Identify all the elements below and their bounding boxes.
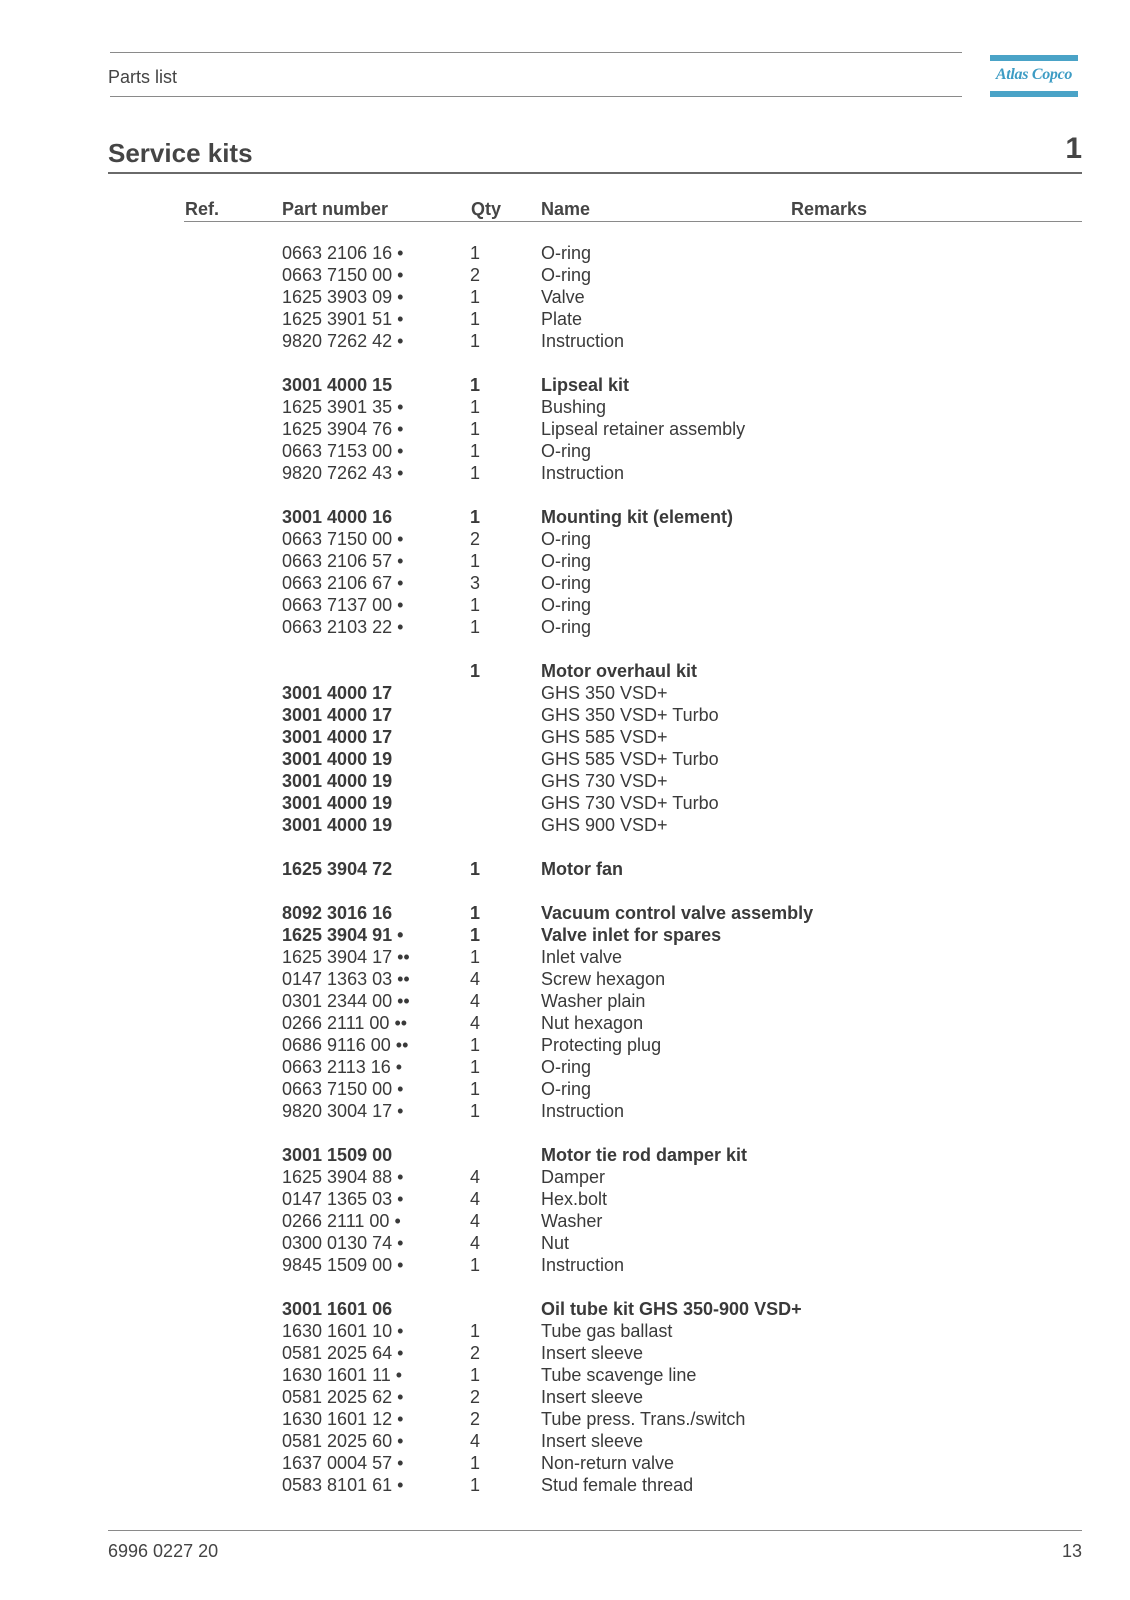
name-cell: Bushing [541,397,607,417]
title-rule [108,172,1082,174]
table-row [0,1210,1130,1232]
table-row [0,902,1130,924]
part-number-cell: 1625 3901 51 • [282,309,404,329]
name-cell: Insert sleeve [541,1387,644,1407]
column-header-ref: Ref. [185,199,220,219]
qty-cell: 4 [470,991,481,1011]
table-row [0,1430,1130,1452]
qty-cell: 1 [470,463,481,483]
part-number-cell: 0663 7150 00 • [282,529,404,549]
table-row [0,528,1130,550]
table-row [0,990,1130,1012]
part-number-cell: 0686 9116 00 •• [282,1035,409,1055]
name-cell: Motor tie rod damper kit [541,1145,748,1165]
name-cell: Instruction [541,1101,625,1121]
name-cell: Motor overhaul kit [541,661,698,681]
qty-cell: 4 [470,1013,481,1033]
qty-cell: 1 [470,1475,481,1495]
table-row [0,242,1130,264]
table-row [0,1386,1130,1408]
table-row [0,726,1130,748]
part-number-cell: 1630 1601 12 • [282,1409,404,1429]
name-cell: Non-return valve [541,1453,675,1473]
name-cell: Washer plain [541,991,646,1011]
name-cell: GHS 730 VSD+ Turbo [541,793,719,813]
qty-cell: 4 [470,1189,481,1209]
table-row [0,946,1130,968]
part-number-cell: 3001 4000 16 [282,507,393,527]
logo-bar-bottom [990,91,1078,97]
table-row [0,1100,1130,1122]
qty-cell: 1 [470,617,481,637]
document-number: 6996 0227 20 [108,1541,219,1561]
table-row [0,748,1130,770]
table-row [0,308,1130,330]
part-number-cell: 9820 7262 42 • [282,331,404,351]
qty-cell: 2 [470,1343,481,1363]
table-row [0,594,1130,616]
column-header-qty: Qty [471,199,502,219]
part-number-cell: 0266 2111 00 •• [282,1013,408,1033]
table-row [0,616,1130,638]
qty-cell: 1 [470,243,481,263]
part-number-cell: 1630 1601 10 • [282,1321,404,1341]
qty-cell: 1 [470,1035,481,1055]
part-number-cell: 8092 3016 16 [282,903,393,923]
qty-cell: 1 [470,309,481,329]
part-number-cell: 1625 3904 76 • [282,419,404,439]
qty-cell: 1 [470,1057,481,1077]
part-number-cell: 0581 2025 60 • [282,1431,404,1451]
table-row [0,506,1130,528]
name-cell: GHS 350 VSD+ [541,683,668,703]
header-label: Parts list [108,67,178,87]
part-number-cell: 1625 3903 09 • [282,287,404,307]
name-cell: Motor fan [541,859,623,879]
name-cell: GHS 730 VSD+ [541,771,668,791]
table-row [0,1188,1130,1210]
name-cell: Instruction [541,331,625,351]
table-row [0,1408,1130,1430]
qty-cell: 1 [470,1321,481,1341]
name-cell: O-ring [541,1079,592,1099]
qty-cell: 1 [470,1079,481,1099]
qty-cell: 3 [470,573,481,593]
name-cell: Damper [541,1167,606,1187]
table-row [0,396,1130,418]
name-cell: O-ring [541,617,592,637]
name-cell: Inlet valve [541,947,623,967]
part-number-cell: 3001 4000 15 [282,375,393,395]
qty-cell: 1 [470,1255,481,1275]
name-cell: O-ring [541,265,592,285]
qty-cell: 1 [470,661,481,681]
part-number-cell: 1630 1601 11 • [282,1365,403,1385]
table-row [0,418,1130,440]
part-number-cell: 1625 3904 91 • [282,925,404,945]
part-number-cell: 3001 4000 19 [282,815,393,835]
part-number-cell: 0301 2344 00 •• [282,991,410,1011]
table-row [0,1320,1130,1342]
table-row [0,264,1130,286]
name-cell: Lipseal retainer assembly [541,419,746,439]
footer-rule [108,1530,1082,1531]
part-number-cell: 3001 4000 19 [282,749,393,769]
header-bottom-rule [110,96,962,97]
qty-cell: 4 [470,1211,481,1231]
name-cell: Insert sleeve [541,1343,644,1363]
qty-cell: 1 [470,331,481,351]
table-row [0,440,1130,462]
qty-cell: 2 [470,1387,481,1407]
part-number-cell: 1625 3901 35 • [282,397,404,417]
part-number-cell: 3001 1509 00 [282,1145,393,1165]
part-number-cell: 9845 1509 00 • [282,1255,404,1275]
qty-cell: 1 [470,595,481,615]
name-cell: Tube gas ballast [541,1321,673,1341]
part-number-cell: 0663 7150 00 • [282,265,404,285]
part-number-cell: 0266 2111 00 • [282,1211,401,1231]
part-number-cell: 3001 4000 19 [282,793,393,813]
company-logo [990,55,1078,98]
part-number-cell: 3001 4000 19 [282,771,393,791]
table-row [0,968,1130,990]
table-row [0,1166,1130,1188]
part-number-cell: 0583 8101 61 • [282,1475,404,1495]
name-cell: O-ring [541,595,592,615]
table-row [0,462,1130,484]
qty-cell: 1 [470,903,481,923]
part-number-cell: 0663 2106 16 • [282,243,404,263]
column-header-part-number: Part number [282,199,389,219]
logo-text: Atlas Copco [995,66,1073,83]
table-row [0,1298,1130,1320]
column-header-rule [184,221,1082,222]
name-cell: Nut hexagon [541,1013,644,1033]
table-row [0,792,1130,814]
qty-cell: 1 [470,947,481,967]
part-number-cell: 0147 1363 03 •• [282,969,410,989]
name-cell: Nut [541,1233,570,1253]
part-number-cell: 0663 2106 57 • [282,551,404,571]
table-row [0,770,1130,792]
table-row [0,1452,1130,1474]
column-header-remarks: Remarks [791,199,868,219]
qty-cell: 4 [470,1233,481,1253]
name-cell: Vacuum control valve assembly [541,903,814,923]
name-cell: O-ring [541,529,592,549]
table-row [0,1342,1130,1364]
name-cell: Plate [541,309,583,329]
part-number-cell: 3001 1601 06 [282,1299,393,1319]
part-number-cell: 1637 0004 57 • [282,1453,404,1473]
qty-cell: 1 [470,375,481,395]
name-cell: Stud female thread [541,1475,694,1495]
qty-cell: 1 [470,925,481,945]
table-row [0,924,1130,946]
table-row [0,704,1130,726]
qty-cell: 1 [470,1365,481,1385]
qty-cell: 1 [470,397,481,417]
section-number: 1 [1065,132,1082,165]
part-number-cell: 9820 3004 17 • [282,1101,404,1121]
part-number-cell: 0663 7137 00 • [282,595,404,615]
table-row [0,1034,1130,1056]
name-cell: Washer [541,1211,603,1231]
part-number-cell: 3001 4000 17 [282,705,393,725]
table-row [0,550,1130,572]
part-number-cell: 3001 4000 17 [282,727,393,747]
name-cell: GHS 900 VSD+ [541,815,668,835]
table-row [0,1078,1130,1100]
name-cell: Instruction [541,463,625,483]
part-number-cell: 1625 3904 17 •• [282,947,410,967]
name-cell: O-ring [541,243,592,263]
section-title: Service kits [108,138,253,168]
name-cell: Valve [541,287,585,307]
name-cell: Mounting kit (element) [541,507,733,527]
header-top-rule [110,52,962,53]
name-cell: O-ring [541,573,592,593]
part-number-cell: 0147 1365 03 • [282,1189,404,1209]
name-cell: Screw hexagon [541,969,666,989]
table-row [0,374,1130,396]
part-number-cell: 0663 2113 16 • [282,1057,403,1077]
name-cell: Lipseal kit [541,375,630,395]
qty-cell: 2 [470,265,481,285]
qty-cell: 1 [470,441,481,461]
part-number-cell: 1625 3904 72 [282,859,393,879]
name-cell: Hex.bolt [541,1189,608,1209]
part-number-cell: 3001 4000 17 [282,683,393,703]
qty-cell: 1 [470,287,481,307]
name-cell: Tube scavenge line [541,1365,697,1385]
table-row [0,330,1130,352]
qty-cell: 1 [470,1453,481,1473]
table-row [0,1012,1130,1034]
name-cell: GHS 585 VSD+ [541,727,668,747]
table-row [0,572,1130,594]
qty-cell: 2 [470,529,481,549]
table-row [0,286,1130,308]
qty-cell: 2 [470,1409,481,1429]
name-cell: Instruction [541,1255,625,1275]
table-row [0,1144,1130,1166]
table-row [0,1364,1130,1386]
name-cell: Oil tube kit GHS 350-900 VSD+ [541,1299,802,1319]
qty-cell: 1 [470,551,481,571]
logo-bar-top [990,55,1078,61]
part-number-cell: 0663 2103 22 • [282,617,404,637]
part-number-cell: 1625 3904 88 • [282,1167,404,1187]
qty-cell: 1 [470,507,481,527]
name-cell: Insert sleeve [541,1431,644,1451]
table-row [0,858,1130,880]
name-cell: GHS 585 VSD+ Turbo [541,749,719,769]
qty-cell: 1 [470,859,481,879]
name-cell: O-ring [541,551,592,571]
column-header-name: Name [541,199,591,219]
name-cell: GHS 350 VSD+ Turbo [541,705,719,725]
name-cell: Tube press. Trans./switch [541,1409,746,1429]
part-number-cell: 0663 7150 00 • [282,1079,404,1099]
qty-cell: 4 [470,1167,481,1187]
qty-cell: 4 [470,1431,481,1451]
part-number-cell: 0663 2106 67 • [282,573,404,593]
table-row [0,814,1130,836]
table-row [0,1056,1130,1078]
name-cell: Protecting plug [541,1035,662,1055]
part-number-cell: 0581 2025 62 • [282,1387,404,1407]
qty-cell: 1 [470,1101,481,1121]
qty-cell: 4 [470,969,481,989]
qty-cell: 1 [470,419,481,439]
part-number-cell: 9820 7262 43 • [282,463,404,483]
part-number-cell: 0581 2025 64 • [282,1343,404,1363]
table-row [0,1474,1130,1496]
part-number-cell: 0663 7153 00 • [282,441,404,461]
table-row [0,1232,1130,1254]
table-row [0,660,1130,682]
table-row [0,1254,1130,1276]
table-row [0,682,1130,704]
name-cell: O-ring [541,1057,592,1077]
name-cell: O-ring [541,441,592,461]
page-number: 13 [1061,1541,1082,1561]
name-cell: Valve inlet for spares [541,925,722,945]
part-number-cell: 0300 0130 74 • [282,1233,404,1253]
